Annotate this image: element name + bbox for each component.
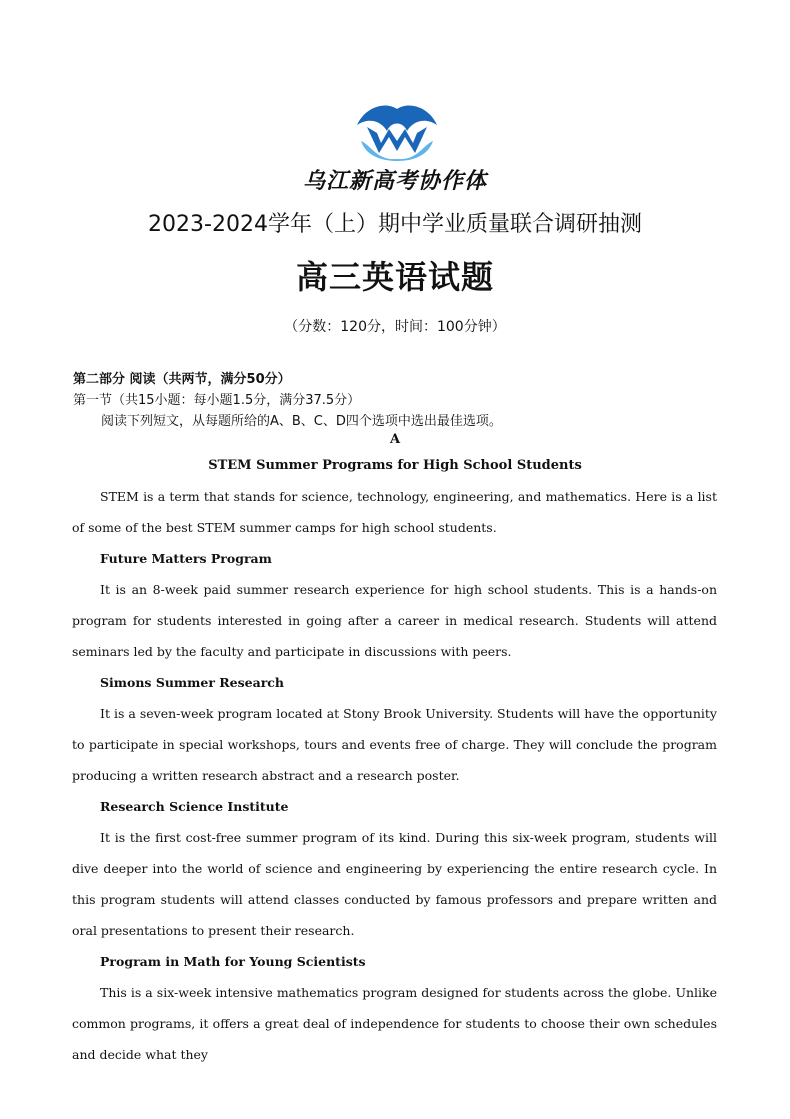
- score-time-info: （分数：120分，时间：100分钟）: [284, 319, 506, 335]
- section-heading: 第一节（共15小题：每小题1.5分，满分37.5分）: [73, 393, 361, 408]
- program-heading: Research Science Institute: [100, 799, 289, 814]
- passage-intro: STEM is a term that stands for science, technology, engineering, and mathematics. Here is a list of some of the best STEM summer camps for high school students.: [72, 489, 717, 535]
- program-description: It is a seven-week program located at Stony Brook University. Students will have the opportunity to participate in special workshops, tours and events free of charge. They will conclude the program producing a written research abstract and a research poster.: [72, 706, 717, 783]
- program-description: It is the first cost-free summer program of its kind. During this six-week program, students will dive deeper into the world of science and engineering by experiencing the entire research cycle. In this program students will attend classes conducted by famous professors and prepare written and oral presentations to present their research.: [72, 830, 717, 938]
- instruction-text: 阅读下列短文，从每题所给的A、B、C、D四个选项中选出最佳选项。: [101, 414, 502, 429]
- passage-title: STEM Summer Programs for High School Students: [208, 458, 582, 473]
- organization-name: 乌江新高考协作体: [302, 169, 487, 194]
- passage-letter: A: [389, 432, 401, 447]
- subject-title: 高三英语试题: [295, 258, 494, 296]
- program-description: This is a six-week intensive mathematics program designed for students across the globe. Unlike common programs, it offers a great deal of independence for students to choose their own schedules and decide what they: [72, 985, 717, 1062]
- part-heading: 第二部分 阅读（共两节，满分50分）: [73, 372, 291, 387]
- program-heading: Program in Math for Young Scientists: [100, 954, 366, 969]
- organization-logo: [355, 103, 439, 161]
- program-heading: Future Matters Program: [100, 551, 272, 566]
- passage-body: [72, 481, 717, 1070]
- logo-wave-top: [357, 106, 437, 131]
- program-heading: Simons Summer Research: [100, 675, 284, 690]
- exam-title: 2023-2024学年（上）期中学业质量联合调研抽测: [148, 212, 642, 237]
- program-description: It is an 8-week paid summer research experience for high school students. This is a hands-on program for students interested in going after a career in medical research. Students will attend seminars led by the faculty and participate in discussions with peers.: [72, 582, 717, 659]
- logo-w-shape: [367, 127, 427, 153]
